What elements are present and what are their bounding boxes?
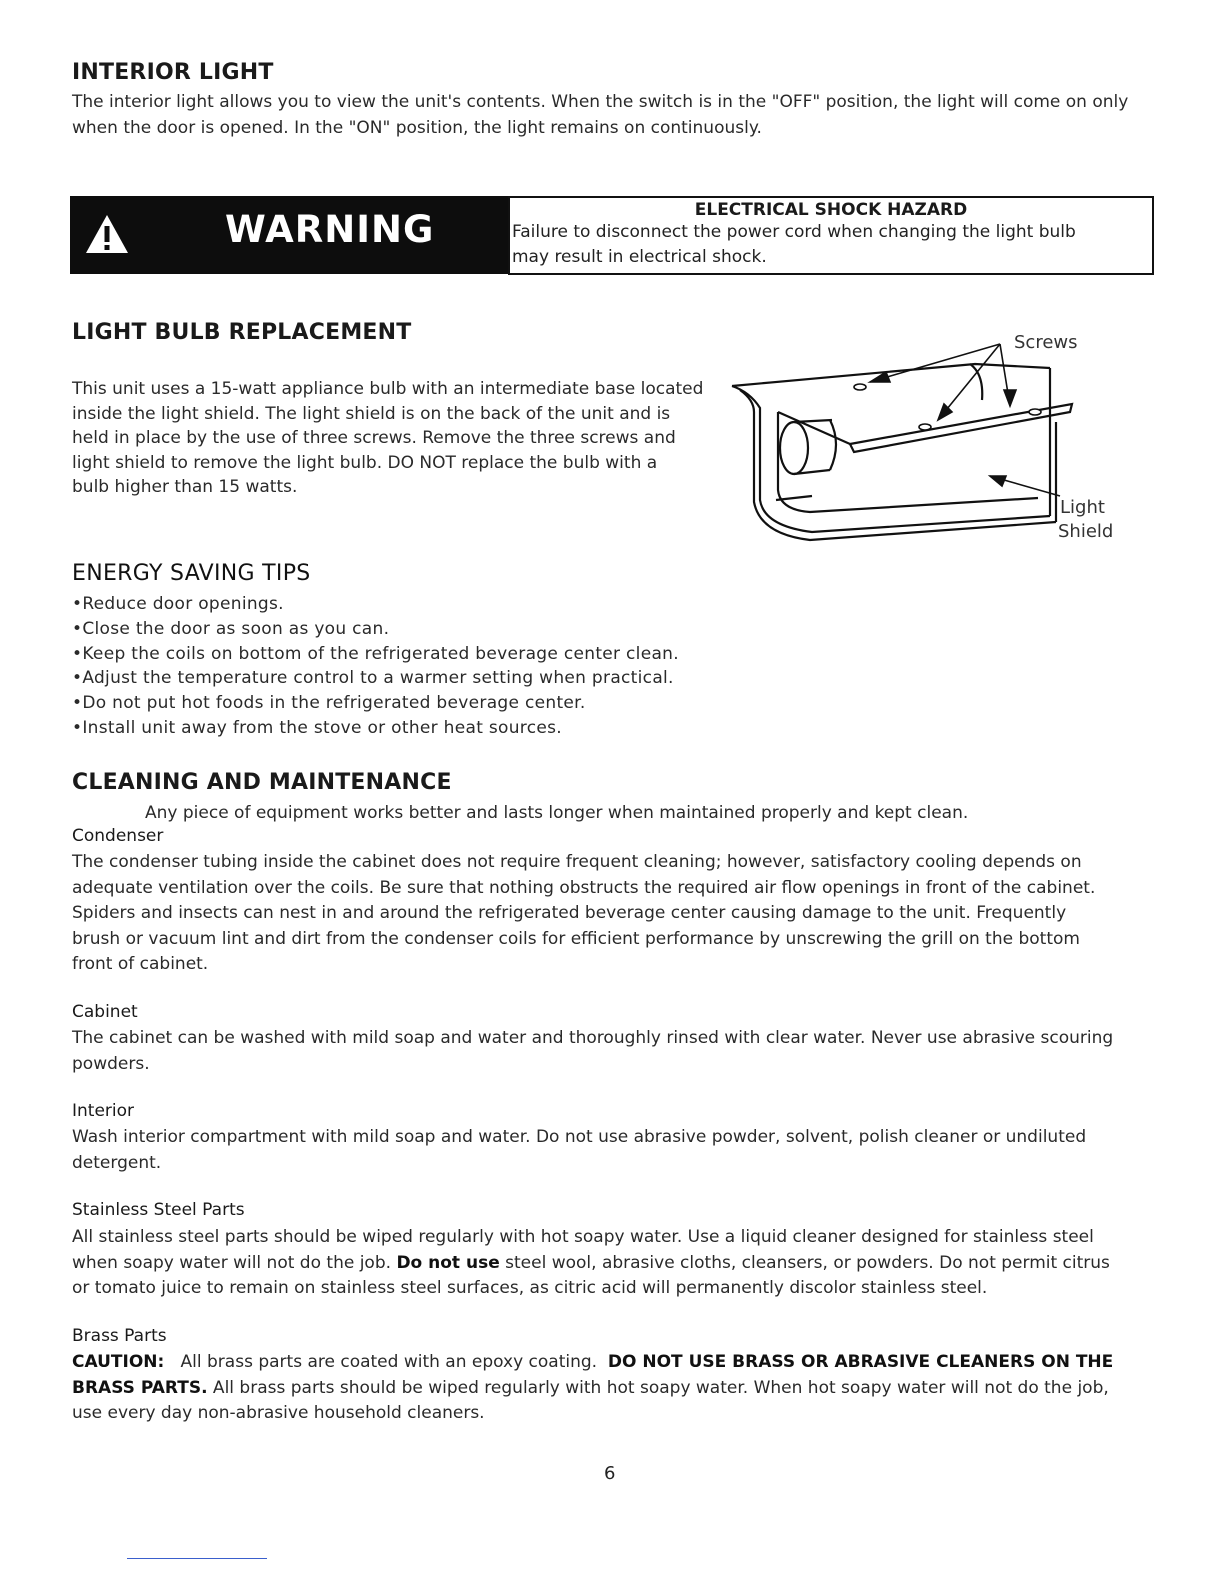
interior-light-heading: INTERIOR LIGHT [72, 60, 274, 85]
interior-light-text: The interior light allows you to view the unit's contents. When the switch is in the "OFF" position, the light will come on only when the door is opened. In the "ON" position, the light remains on continuously. [72, 92, 1129, 138]
stainless-text: All stainless steel parts should be wiped regularly with hot soapy water. Use a liquid cleaner designed for stainless steel when soapy water will not do the job. Do not use steel wool, abrasive cloths, cleansers, or powders. Do not permit citrus or tomato juice to remain on stainless steel surfaces, as citric acid will permanently discolor stainless steel. [72, 1227, 1110, 1298]
list-item: •Do not put hot foods in the refrigerated beverage center. [72, 693, 586, 714]
cabinet-title: Cabinet [72, 1002, 138, 1022]
light-bulb-text: This unit uses a 15-watt appliance bulb with an intermediate base located inside the light shield. The light shield is on the back of the unit and is held in place by the use of three screws. Remove the three screws and light shield to remove the light bulb. DO NOT replace the bulb with a bulb higher than 15 watts. [72, 379, 704, 497]
screws-label: Screws [1014, 332, 1078, 353]
warning-message-box [508, 196, 1154, 275]
footer-rule [127, 1558, 267, 1559]
condenser-text: The condenser tubing inside the cabinet does not require frequent cleaning; however, satisfactory cooling depends on adequate ventilation over the coils. Be sure that nothing obstructs the required air flow openings in front of the cabinet. Spiders and insects can nest in and around the refrigerated beverage center causing damage to the unit. Frequently brush or vacuum lint and dirt from the condenser coils for efficient performance by unscrewing the grill on the bottom front of cabinet. [72, 852, 1096, 974]
warning-banner [70, 196, 508, 274]
interior-text: Wash interior compartment with mild soap and water. Do not use abrasive powder, solvent, polish cleaner or undiluted detergent. [72, 1127, 1087, 1173]
warning-line-1: Failure to disconnect the power cord when changing the light bulb [512, 222, 1076, 242]
hazard-title: ELECTRICAL SHOCK HAZARD [694, 200, 968, 220]
shield-label: Shield [1058, 521, 1114, 542]
page-number: 6 [604, 1463, 616, 1484]
energy-heading: ENERGY SAVING TIPS [72, 561, 311, 586]
cleaning-intro: Any piece of equipment works better and lasts longer when maintained properly and kept clean. [145, 803, 969, 823]
interior-title: Interior [72, 1101, 135, 1121]
light-bulb-heading: LIGHT BULB REPLACEMENT [72, 320, 412, 345]
brass-title: Brass Parts [72, 1326, 167, 1346]
light-shield-diagram [720, 320, 1130, 550]
light-label: Light [1060, 497, 1105, 518]
list-item: •Keep the coils on bottom of the refrigerated beverage center clean. [72, 643, 679, 664]
energy-tips-list [72, 592, 772, 741]
list-item: •Close the door as soon as you can. [72, 618, 390, 639]
light-shield-shape [732, 364, 1072, 540]
condenser-title: Condenser [72, 826, 164, 846]
warning-line-2: may result in electrical shock. [512, 247, 767, 267]
list-item: •Reduce door openings. [72, 594, 284, 614]
warning-triangle-icon [84, 212, 130, 256]
warning-label: WARNING [225, 208, 435, 251]
list-item: •Adjust the temperature control to a warmer setting when practical. [72, 668, 674, 689]
stainless-title: Stainless Steel Parts [72, 1200, 245, 1220]
cabinet-text: The cabinet can be washed with mild soap and water and thoroughly rinsed with clear water. Never use abrasive scouring powders. [72, 1028, 1114, 1074]
cleaning-heading: CLEANING AND MAINTENANCE [72, 770, 452, 795]
brass-text: CAUTION: All brass parts are coated with an epoxy coating. DO NOT USE BRASS OR ABRASIVE CLEANERS ON THE BRASS PARTS. All brass parts should be wiped regularly with hot soapy water. When hot soapy water will not do the job, use every day non-abrasive household cleaners. [72, 1352, 1114, 1423]
list-item: •Install unit away from the stove or other heat sources. [72, 717, 562, 738]
